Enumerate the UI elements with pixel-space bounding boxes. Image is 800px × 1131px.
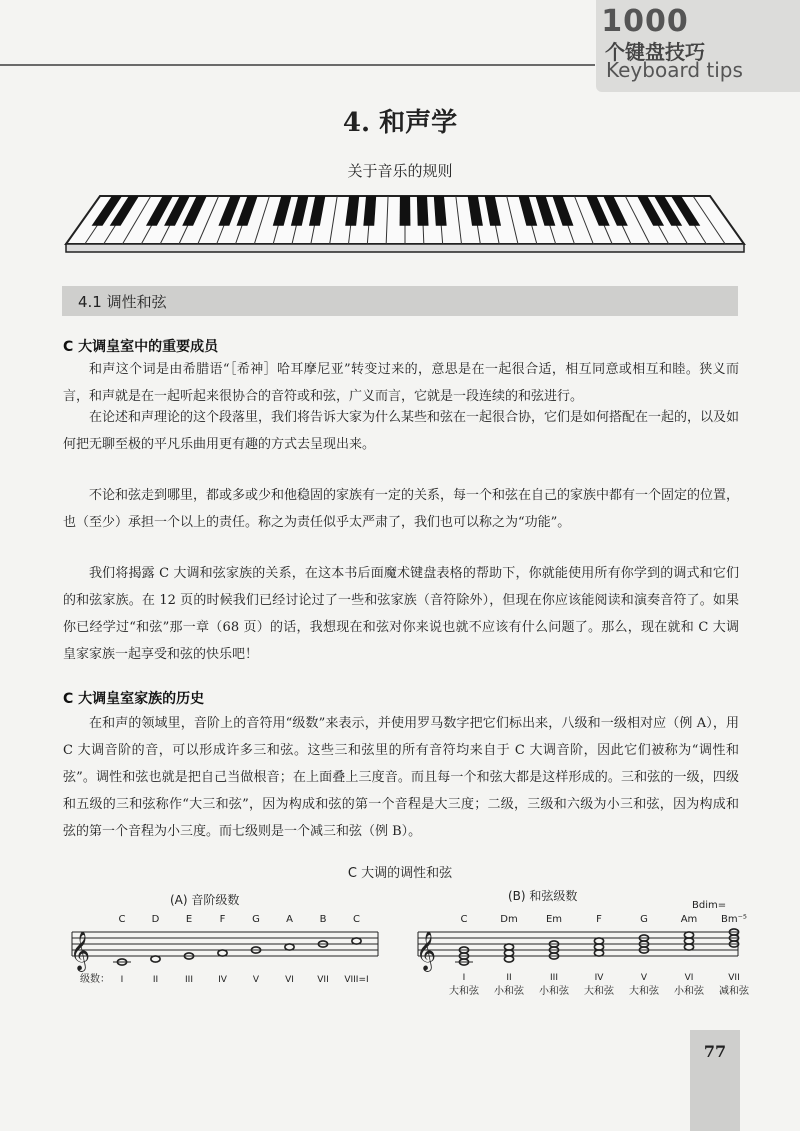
figure-a-title: (A) 音阶级数	[170, 893, 240, 907]
brand-title-en: Keyboard tips	[606, 58, 743, 82]
treble-clef-icon: 𝄞	[70, 931, 91, 971]
note-name-label: C	[118, 914, 126, 925]
degree-label: V	[252, 975, 260, 985]
paragraph-2: 在论述和声理论的这个段落里，我们将告诉大家为什么某些和弦在一起很合协，它们是如何搭配在一起的，以及如何把无聊至极的平凡乐曲用更有趣的方式去呈现出来。	[63, 410, 740, 452]
chord-alt-label: Bdim=	[692, 900, 727, 911]
chord-quality-label: 减和弦	[719, 986, 749, 997]
degree-label: VII	[317, 975, 329, 985]
section-label: 4.1 调性和弦	[78, 293, 167, 311]
chapter-subtitle: 关于音乐的规则	[347, 162, 453, 180]
chord-quality-label: 小和弦	[539, 986, 569, 997]
paragraph-1: 和声这个词是由希腊语“［希神］哈耳摩尼亚”转变过来的，意思是在一起很合适，相互同意或相互和睦。狭义而言，和声就是在一起听起来很协合的音符或和弦，广义而言，它就是一段连续的和弦进行。	[63, 362, 739, 404]
chord-name-label: Dm	[500, 914, 518, 925]
chord-quality-label: 大和弦	[584, 986, 614, 997]
chord-name-label: C	[460, 914, 468, 925]
chord-degree-label: I	[462, 973, 466, 983]
chord-name-label: Bm⁻⁵	[721, 914, 747, 925]
note-name-label: B	[319, 914, 327, 925]
chord-degree-label: III	[550, 973, 558, 983]
degree-label: III	[185, 975, 193, 985]
heading-important-members: C 大调皇室中的重要成员	[63, 339, 219, 355]
chord-quality-label: 大和弦	[629, 986, 659, 997]
chord-quality-label: 小和弦	[494, 986, 524, 997]
figure-title: C 大调的调性和弦	[347, 866, 453, 881]
keyboard-illustration	[60, 194, 750, 256]
whole-note	[352, 938, 361, 944]
heading-family-history: C 大调皇室家族的历史	[63, 691, 205, 707]
black-key	[417, 196, 429, 226]
paragraph-5: 在和声的领域里，音阶上的音符用“级数”来表示，并使用罗马数字把它们标出来，八级和一级相对应（例 A），用 C 大调音阶的音，可以形成许多三和弦。这些三和弦里的所有音符均来自于 C 大调音阶，因此它们被称为“调性和弦”。调性和弦也就是把自己当做根音；在上面叠上三度音。而且每一个和弦大都是这样形成的。三和弦的一级，四级和五级的三和弦称作“大三和弦”，因为构成和弦的第一个音程是大三度；二级，三级和六级为小三和弦，因为构成和弦的第一个音程为小三度。而七级则是一个减三和弦（例 B）。	[63, 716, 739, 839]
brand-number: 1000	[601, 4, 689, 39]
chord-name-label: F	[596, 914, 602, 925]
chord-degree-label: II	[506, 973, 512, 983]
note-name-label: A	[286, 914, 293, 925]
whole-note	[285, 944, 294, 950]
figure-b-title: (B) 和弦级数	[508, 889, 578, 903]
note-name-label: C	[353, 914, 360, 925]
chord-name-label: Am	[680, 914, 698, 925]
paragraph-4: 我们将揭露 C 大调和弦家族的关系，在这本书后面魔术键盘表格的帮助下，你就能使用所有你学到的调式和它们的和弦家族。在 12 页的时候我们已经讨论过了一些和弦家族（音符除外），但现在你应该能阅读和演奏音符了。如果你已经学过“和弦”那一章（68 页）的话，我想现在和弦对你来说也就不应该有什么问题了。那么，现在就和 C 大调皇家家族一起享受和弦的快乐吧！	[63, 566, 739, 662]
chord-name-label: Em	[545, 914, 563, 925]
whole-note	[218, 950, 227, 956]
figure-a-scale-degrees	[60, 880, 390, 990]
note-name-label: E	[185, 914, 193, 925]
chord-degree-label: VI	[684, 973, 694, 983]
chord-degree-label: V	[640, 973, 648, 983]
note-name-label: G	[252, 914, 260, 925]
degree-label: IV	[218, 975, 227, 985]
chord-name-label: G	[640, 914, 648, 925]
chord-quality-label: 小和弦	[674, 986, 704, 997]
brand-title-cn: 个键盘技巧	[605, 40, 705, 64]
black-key	[400, 196, 411, 226]
degree-label: II	[152, 975, 159, 985]
treble-clef-icon: 𝄞	[416, 931, 437, 971]
degree-label: I	[120, 975, 124, 985]
page-number: 77	[703, 1042, 727, 1061]
degree-label: VI	[285, 975, 294, 985]
figure-b-chord-degrees	[410, 880, 750, 1005]
note-name-label: D	[151, 914, 160, 925]
chord-degree-label: VII	[728, 973, 740, 983]
paragraph-3: 不论和弦走到哪里，都或多或少和他稳固的家族有一定的关系，每一个和弦在自己的家族中都有一个固定的位置，也（至少）承担一个以上的责任。称之为责任似乎太严肃了，我们也可以称之为“功能”。	[63, 488, 740, 530]
degree-prefix: 级数：	[80, 974, 110, 985]
degree-label: VIII=I	[344, 975, 369, 985]
header-rule	[0, 64, 595, 66]
note-name-label: F	[219, 914, 226, 925]
whole-note	[151, 956, 160, 962]
chapter-title: 4. 和声学	[342, 108, 458, 138]
chord-degree-label: IV	[594, 973, 604, 983]
chord-quality-label: 大和弦	[449, 986, 479, 997]
